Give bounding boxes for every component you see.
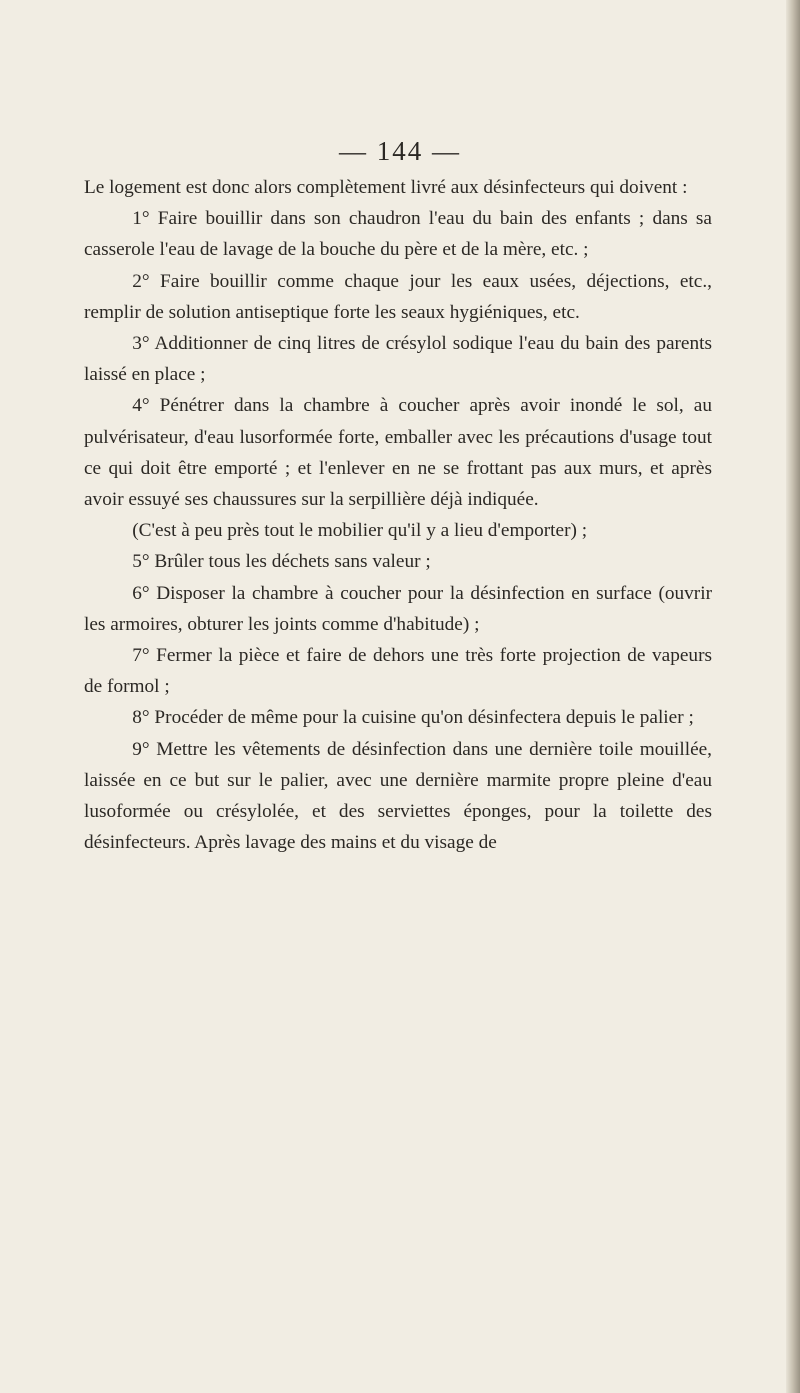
list-item-6: 6° Disposer la chambre à coucher pour la désinfection en surface (ouvrir les armoires, obturer les joints comme d'habitude) ; bbox=[84, 582, 712, 635]
list-item-3: 3° Additionner de cinq litres de crésylol sodique l'eau du bain des parents laissé en place ; bbox=[84, 333, 712, 386]
list-item-5: 5° Brûler tous les déchets sans valeur ; bbox=[132, 551, 431, 573]
list-item-2: 2° Faire bouillir comme chaque jour les eaux usées, déjections, etc., remplir de solution antiseptique forte les seaux hygiéniques, etc. bbox=[84, 270, 712, 323]
list-item-4: 4° Pénétrer dans la chambre à coucher après avoir inondé le sol, au pulvérisateur, d'eau lusorformée forte, emballer avec les précautions d'usage tout ce qui doit être emporté ; et l'enlever en ne se frottant pas aux murs, et après avoir essuyé ses chaussures sur la serpillière déjà indiquée. bbox=[84, 395, 712, 511]
list-item-1: 1° Faire bouillir dans son chaudron l'eau du bain des enfants ; dans sa casserole l'eau de lavage de la bouche du père et de la mère, etc. ; bbox=[84, 208, 712, 261]
list-item-8: 8° Procéder de même pour la cuisine qu'on désinfectera depuis le palier ; bbox=[132, 707, 694, 729]
parenthetical-note: (C'est à peu près tout le mobilier qu'il y a lieu d'emporter) ; bbox=[132, 520, 588, 542]
body-text bbox=[84, 172, 712, 858]
page-edge-shadow bbox=[786, 0, 800, 1393]
list-item-7: 7° Fermer la pièce et faire de dehors une très forte projection de vapeurs de formol ; bbox=[84, 645, 712, 698]
paragraph-intro: Le logement est donc alors complètement livré aux désinfecteurs qui doivent : bbox=[84, 177, 688, 198]
list-item-9: 9° Mettre les vêtements de désinfection dans une dernière toile mouillée, laissée en ce but sur le palier, avec une dernière marmite propre pleine d'eau lusoformée ou crésylolée, et des serviettes éponges, pour la toilette des désinfecteurs. Après lavage des mains et du visage de bbox=[84, 738, 712, 854]
page-number: — 144 — bbox=[339, 136, 461, 166]
